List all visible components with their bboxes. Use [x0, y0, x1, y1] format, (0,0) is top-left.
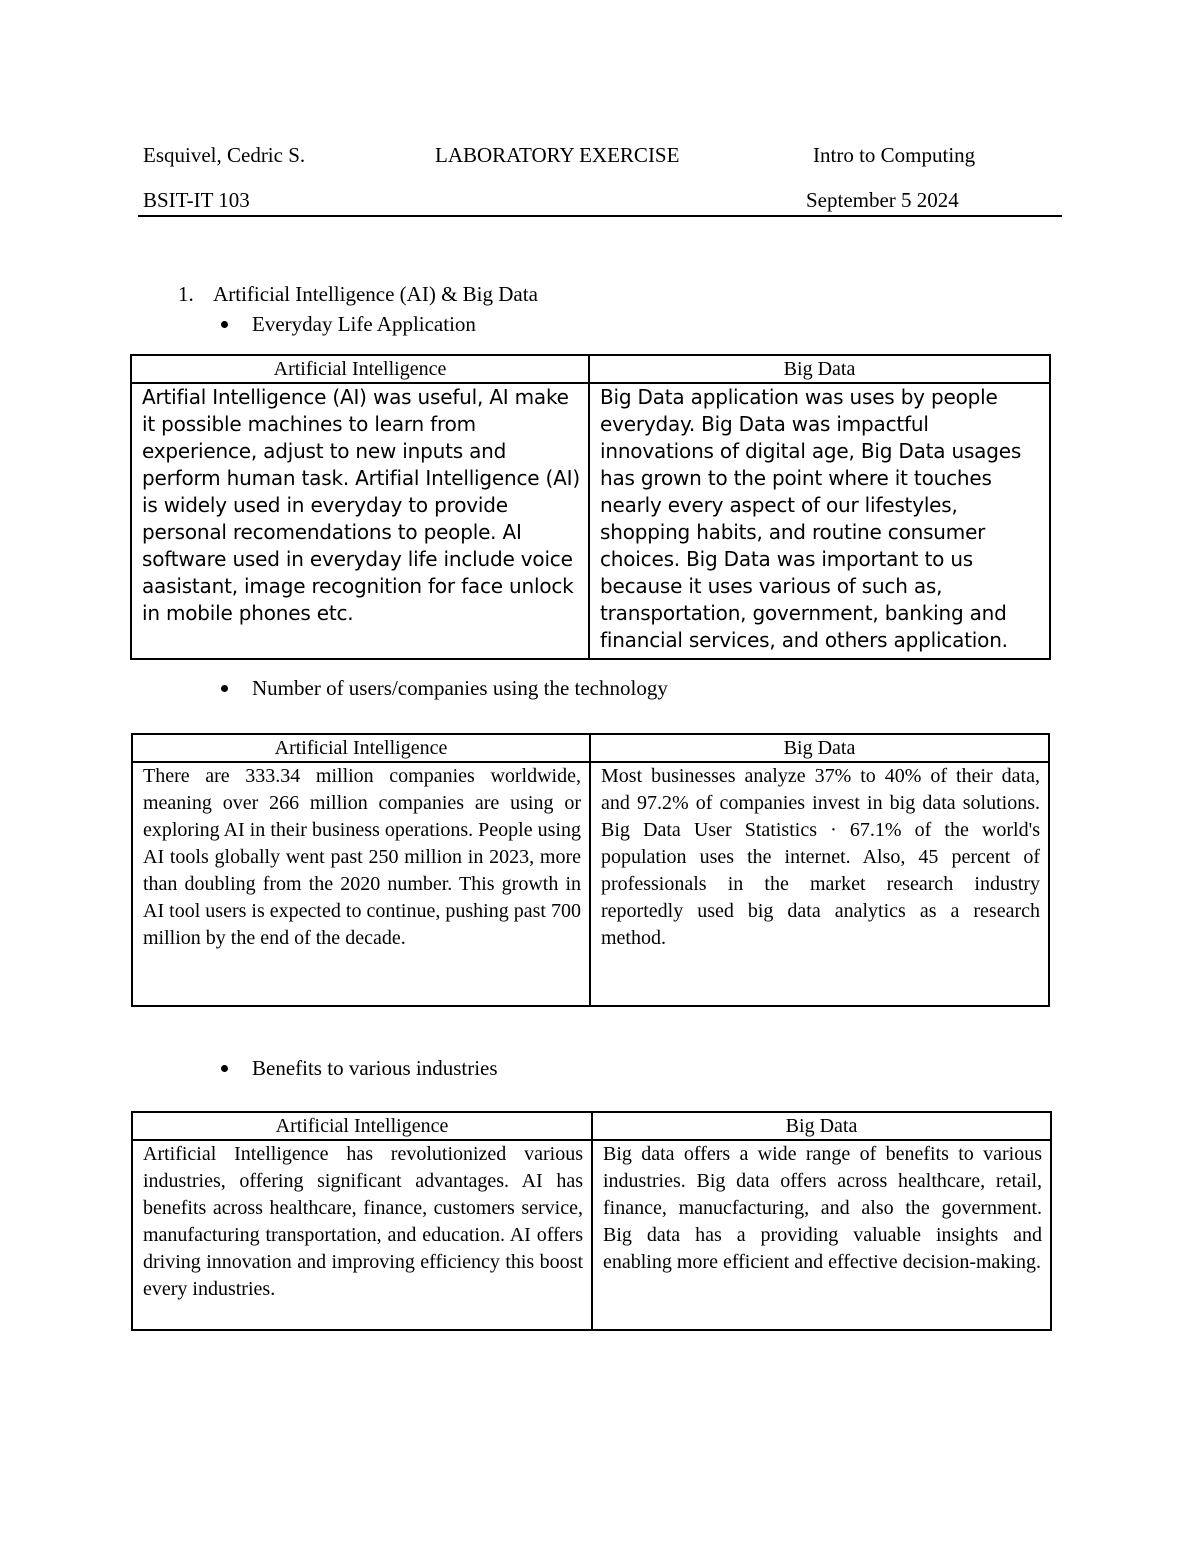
exercise-title: LABORATORY EXERCISE [435, 143, 680, 167]
ai-benefits-cell: Artificial Intelligence has revolutionized various industries, offering significant advantages. AI has benefits across healthcare, finance, customers service, manufacturing transportation, and education. AI offers driving innovation and improving efficiency this boost every industries. [132, 1140, 592, 1330]
big-data-column-header: Big Data [590, 734, 1049, 762]
student-name: Esquivel, Cedric S. [143, 143, 306, 167]
bullet-icon [221, 321, 228, 328]
big-data-everyday-cell: Big Data application was uses by people everyday. Big Data was impactful innovations of digital age, Big Data usages has grown to the point where it touches nearly every aspect of our lifestyles, shopping habits, and routine consumer choices. Big Data was important to us because it uses various of such as, transportation, government, banking and financial services, and others application. [589, 383, 1050, 659]
bullet-everyday-life [221, 312, 476, 336]
bullet-icon [221, 1065, 228, 1072]
big-data-column-header: Big Data [589, 355, 1050, 383]
big-data-users-cell: Most businesses analyze 37% to 40% of their data, and 97.2% of companies invest in big data solutions. Big Data User Statistics · 67.1% of the world's population uses the internet. Also, 45 percent of professionals in the market research industry reportedly used big data analytics as a research method. [590, 762, 1049, 1006]
ai-users-cell: There are 333.34 million companies worldwide, meaning over 266 million companies are using or exploring AI in their business operations. People using AI tools globally went past 250 million in 2023, more than doubling from the 2020 number. This growth in AI tool users is expected to continue, pushing past 700 million by the end of the decade. [132, 762, 590, 1006]
bullet-label: Number of users/companies using the technology [252, 676, 668, 700]
course-name: Intro to Computing [813, 143, 976, 167]
topic-heading [178, 282, 538, 306]
ai-column-header: Artificial Intelligence [132, 1112, 592, 1140]
big-data-benefits-cell: Big data offers a wide range of benefits to various industries. Big data offers across healthcare, retail, finance, manucfacturing, and also the government. Big data has a providing valuable insights and enabling more efficient and effective decision-making. [592, 1140, 1051, 1330]
topic-number: 1. [178, 282, 194, 306]
ai-everyday-cell: Artifial Intelligence (AI) was useful, AI make it possible machines to learn from experience, adjust to new inputs and perform human task. Artifial Intelligence (AI) is widely used in everyday to provide personal recomendations to people. AI software used in everyday life include voice aasistant, image recognition for face unlock in mobile phones etc. [131, 383, 589, 659]
bullet-icon [221, 685, 228, 692]
bullet-users-companies [221, 676, 668, 700]
ai-column-header: Artificial Intelligence [131, 355, 589, 383]
header-divider [138, 215, 1062, 217]
users-companies-table [131, 733, 1050, 1007]
big-data-column-header: Big Data [592, 1112, 1051, 1140]
everyday-life-table [130, 354, 1051, 660]
ai-column-header: Artificial Intelligence [132, 734, 590, 762]
benefits-table [131, 1111, 1052, 1331]
exercise-date: September 5 2024 [806, 188, 959, 212]
bullet-label: Benefits to various industries [252, 1056, 498, 1080]
bullet-benefits [221, 1056, 498, 1080]
topic-title: Artificial Intelligence (AI) & Big Data [213, 282, 538, 306]
section-code: BSIT-IT 103 [143, 188, 250, 212]
bullet-label: Everyday Life Application [252, 312, 476, 336]
